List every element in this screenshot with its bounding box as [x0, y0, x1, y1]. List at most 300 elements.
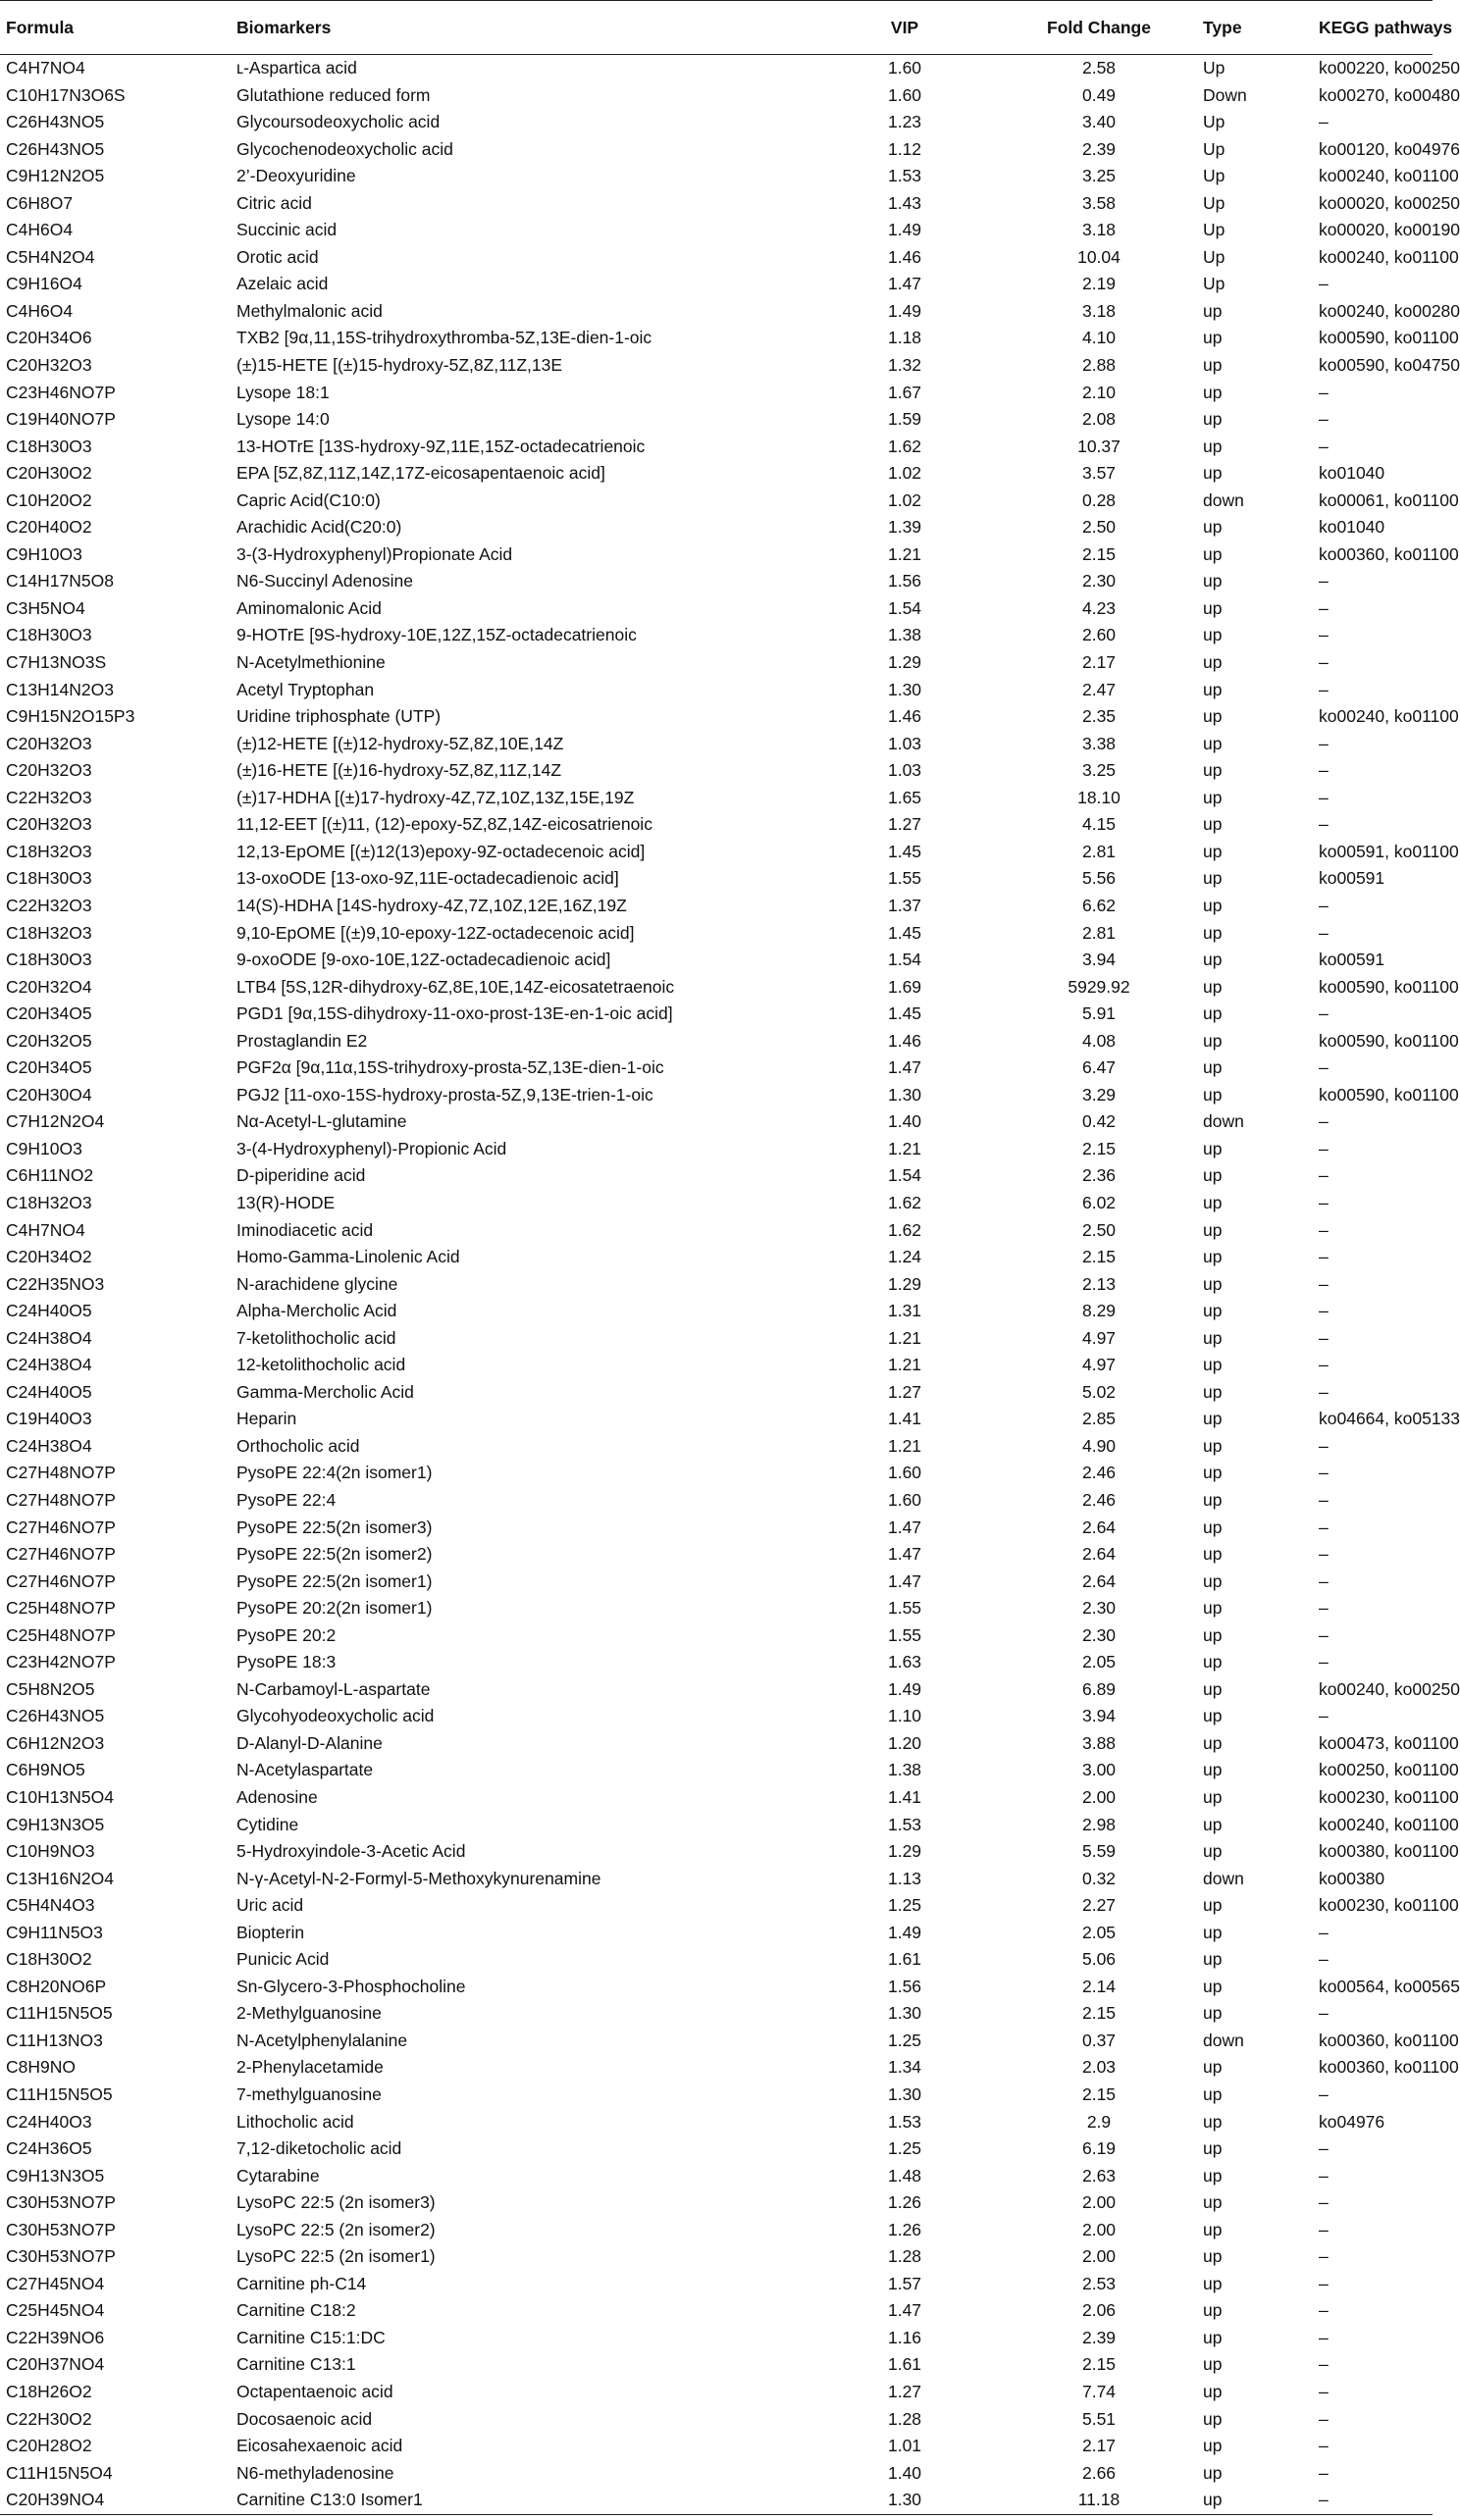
biomarker-cell: LysoPC 22:5 (2n isomer3): [236, 2192, 436, 2213]
kegg-pathways-cell: ko00240, ko01100: [1319, 246, 1459, 267]
vip-cell: 1.46: [887, 246, 922, 267]
biomarker-cell: N6-methyladenosine: [236, 2462, 394, 2483]
table-row: [0, 677, 1433, 704]
formula-cell: C9H12N2O5: [6, 166, 105, 186]
biomarker-cell: 5-Hydroxyindole-3-Acetic Acid: [236, 1841, 466, 1862]
fold-change-cell: 2.13: [1081, 1273, 1117, 1294]
table-row: [0, 1569, 1433, 1596]
biomarker-cell: Eicosahexaenoic acid: [236, 2436, 403, 2456]
fold-change-cell: 2.06: [1081, 2300, 1117, 2321]
fold-change-cell: 2.00: [1081, 1787, 1117, 1807]
fold-change-cell: 2.27: [1081, 1895, 1117, 1916]
kegg-pathways-cell: ko00230, ko01100: [1319, 1787, 1459, 1807]
kegg-pathways-cell: –: [1319, 571, 1329, 591]
vip-cell: 1.21: [887, 1138, 922, 1158]
header-type: Type: [1166, 1, 1319, 55]
kegg-pathways-cell: ko00591, ko01100: [1319, 841, 1459, 861]
fold-change-cell: 3.94: [1081, 950, 1117, 970]
kegg-pathways-cell: –: [1319, 1435, 1329, 1456]
formula-cell: C8H9NO: [6, 2057, 76, 2078]
type-cell: up: [1203, 1624, 1223, 1645]
type-cell: up: [1203, 2165, 1223, 2186]
formula-cell: C18H30O2: [6, 1949, 92, 1970]
fold-change-cell: 6.19: [1081, 2138, 1117, 2159]
kegg-pathways-cell: ko00120, ko04976: [1319, 138, 1460, 159]
type-cell: up: [1203, 1219, 1223, 1240]
table-row: [0, 1838, 1433, 1866]
fold-change-cell: 18.10: [1077, 787, 1121, 807]
type-cell: up: [1203, 1003, 1223, 1024]
formula-cell: C9H13N3O5: [6, 2165, 105, 2186]
table-row: [0, 325, 1433, 352]
table-row: [0, 1622, 1433, 1650]
table-row: [0, 1244, 1433, 1271]
vip-cell: 1.32: [887, 355, 922, 376]
vip-cell: 1.47: [887, 1544, 922, 1565]
formula-cell: C20H30O4: [6, 1084, 92, 1105]
type-cell: up: [1203, 1598, 1223, 1619]
formula-cell: C30H53NO7P: [6, 2192, 116, 2213]
biomarker-cell: PysoPE 20:2(2n isomer1): [236, 1598, 433, 1619]
kegg-pathways-cell: –: [1319, 2327, 1329, 2347]
fold-change-cell: 2.50: [1081, 1219, 1117, 1240]
fold-change-cell: 0.37: [1081, 2030, 1117, 2050]
biomarker-cell: Glycohyodeoxycholic acid: [236, 1706, 435, 1726]
kegg-pathways-cell: –: [1319, 1273, 1329, 1294]
fold-change-cell: 2.50: [1081, 517, 1117, 538]
vip-cell: 1.21: [887, 1327, 922, 1348]
vip-cell: 1.46: [887, 706, 922, 727]
biomarker-cell: Uridine triphosphate (UTP): [236, 706, 442, 727]
vip-cell: 1.12: [887, 138, 922, 159]
type-cell: up: [1203, 355, 1223, 376]
fold-change-cell: 11.18: [1032, 2487, 1166, 2514]
table-row: [0, 271, 1433, 298]
vip-cell: 1.26: [887, 2192, 922, 2213]
table-row: [0, 893, 1433, 920]
kegg-pathways-cell: –: [1319, 274, 1329, 294]
table-row: [0, 1082, 1433, 1109]
kegg-pathways-cell: –: [1319, 760, 1329, 781]
kegg-pathways-cell: –: [1319, 1489, 1329, 1510]
kegg-pathways-cell: ko00061, ko01100: [1319, 489, 1459, 510]
formula-cell: C18H32O3: [6, 922, 92, 943]
vip-cell: 1.24: [887, 1247, 922, 1267]
table-row: [0, 1892, 1433, 1920]
formula-cell: C30H53NO7P: [6, 2219, 116, 2239]
kegg-pathways-cell: ko00270, ko00480: [1319, 84, 1460, 105]
table-row: [0, 217, 1433, 244]
vip-cell: 1.23: [887, 112, 922, 132]
biomarker-cell: 9,10-EpOME [(±)9,10-epoxy-12Z-octadecenoic acid]: [236, 922, 635, 943]
biomarker-cell: PysoPE 22:5(2n isomer2): [236, 1544, 433, 1565]
type-cell: up: [1203, 706, 1223, 727]
biomarker-cell: PysoPE 20:2: [236, 1624, 337, 1645]
kegg-pathways-cell: –: [1319, 1057, 1329, 1078]
kegg-pathways-cell: ko00240, ko01100: [1319, 1814, 1459, 1834]
vip-cell: 1.38: [887, 1760, 922, 1780]
type-cell: up: [1203, 1057, 1223, 1078]
biomarker-cell: Docosaenoic acid: [236, 2408, 373, 2429]
fold-change-cell: 3.88: [1081, 1732, 1117, 1753]
type-cell: up: [1203, 1976, 1223, 1996]
vip-cell: 1.49: [887, 300, 922, 321]
biomarker-cell: Sn-Glycero-3-Phosphocholine: [236, 1976, 466, 1996]
formula-cell: C18H26O2: [6, 2382, 92, 2402]
table-row: [0, 1054, 1433, 1082]
fold-change-cell: 4.10: [1081, 328, 1117, 348]
type-cell: up: [1203, 2246, 1223, 2267]
biomarker-cell: 3-(3-Hydroxyphenyl)Propionate Acid: [236, 543, 513, 564]
type-cell: Up: [1203, 112, 1225, 132]
table-row: [0, 1757, 1433, 1784]
biomarker-cell: 7-methylguanosine: [236, 2084, 382, 2105]
vip-cell: 1.41: [887, 1787, 922, 1807]
table-row: [0, 488, 1433, 515]
fold-change-cell: 4.23: [1081, 597, 1117, 618]
kegg-pathways-cell: –: [1319, 382, 1329, 402]
fold-change-cell: 2.30: [1081, 1624, 1117, 1645]
table-row: [0, 1352, 1433, 1379]
biomarker-cell: Lysope 14:0: [236, 409, 330, 430]
type-cell: up: [1203, 436, 1223, 456]
biomarker-cell: N-Acetylaspartate: [236, 1760, 374, 1780]
formula-cell: C26H43NO5: [6, 138, 105, 159]
fold-change-cell: 3.58: [1081, 192, 1117, 213]
vip-cell: 1.55: [887, 1624, 922, 1645]
biomarker-cell: Gamma-Mercholic Acid: [236, 1381, 414, 1402]
formula-cell: C20H34O5: [6, 1057, 92, 1078]
biomarker-cell: 7,12-diketocholic acid: [236, 2138, 402, 2159]
table-row: [0, 190, 1433, 218]
type-cell: up: [1203, 1409, 1223, 1429]
table-row: [0, 244, 1433, 272]
kegg-pathways-cell: ko00380, ko01100: [1319, 1841, 1459, 1862]
type-cell: up: [1203, 1732, 1223, 1753]
vip-cell: 1.28: [887, 2246, 922, 2267]
formula-cell: C20H37NO4: [6, 2354, 105, 2375]
formula-cell: C4H6O4: [6, 220, 74, 240]
formula-cell: C6H9NO5: [6, 1760, 85, 1780]
biomarker-cell: (±)17-HDHA [(±)17-hydroxy-4Z,7Z,10Z,13Z,15E,19Z: [236, 787, 635, 807]
vip-cell: 1.49: [887, 1922, 922, 1942]
biomarker-cell: LTB4 [5S,12R-dihydroxy-6Z,8E,10E,14Z-eicosatetraenoic: [236, 976, 675, 997]
kegg-pathways-cell: –: [1319, 2354, 1329, 2375]
vip-cell: 1.46: [887, 1030, 922, 1051]
type-cell: up: [1203, 1273, 1223, 1294]
fold-change-cell: 3.18: [1081, 220, 1117, 240]
header-biomarkers: Biomarkers: [236, 1, 807, 55]
type-cell: up: [1203, 1355, 1223, 1375]
fold-change-cell: 2.19: [1081, 274, 1117, 294]
type-cell: up: [1203, 922, 1223, 943]
vip-cell: 1.47: [887, 2300, 922, 2321]
type-cell: up: [1203, 1084, 1223, 1105]
vip-cell: 1.53: [887, 2111, 922, 2132]
kegg-pathways-cell: –: [1319, 2138, 1329, 2159]
type-cell: up: [1203, 382, 1223, 402]
kegg-pathways-cell: –: [1319, 1192, 1329, 1212]
type-cell: up: [1203, 2192, 1223, 2213]
vip-cell: 1.45: [887, 922, 922, 943]
formula-cell: C26H43NO5: [6, 112, 105, 132]
type-cell: up: [1203, 2111, 1223, 2132]
fold-change-cell: 2.00: [1081, 2192, 1117, 2213]
table-row: [0, 2406, 1433, 2434]
type-cell: up: [1203, 787, 1223, 807]
biomarker-cell: Carnitine C13:0 Isomer1: [236, 2487, 807, 2514]
biomarker-cell: EPA [5Z,8Z,11Z,14Z,17Z-eicosapentaenoic acid]: [236, 463, 605, 484]
table-row: [0, 785, 1433, 812]
formula-cell: C20H32O5: [6, 1030, 92, 1051]
biomarker-cell: (±)15-HETE [(±)15-hydroxy-5Z,8Z,11Z,13E: [236, 355, 563, 376]
fold-change-cell: 2.15: [1081, 2003, 1117, 2024]
biomarker-cell: N-Acetylmethionine: [236, 652, 386, 673]
header-vip: VIP: [807, 1, 1032, 55]
biomarker-cell: 11,12-EET [(±)11, (12)-epoxy-5Z,8Z,14Z-eicosatrienoic: [236, 814, 652, 835]
formula-cell: C26H43NO5: [6, 1706, 105, 1726]
formula-cell: C23H46NO7P: [6, 382, 116, 402]
fold-change-cell: 5.91: [1081, 1003, 1117, 1024]
type-cell: Up: [1203, 138, 1225, 159]
table-row: [0, 1649, 1433, 1676]
type-cell: up: [1203, 1760, 1223, 1780]
fold-change-cell: 3.94: [1081, 1706, 1117, 1726]
formula-cell: C6H11NO2: [6, 1165, 94, 1186]
type-cell: up: [1203, 1435, 1223, 1456]
kegg-pathways-cell: –: [1319, 2300, 1329, 2321]
biomarker-cell: Prostaglandin E2: [236, 1030, 368, 1051]
table-row: [0, 1866, 1433, 1893]
type-cell: up: [1203, 2300, 1223, 2321]
biomarker-cell: 13-oxoODE [13-oxo-9Z,11E-octadecadienoic acid]: [236, 868, 619, 889]
kegg-pathways-cell: ko01040: [1319, 517, 1385, 538]
kegg-pathways-cell: –: [1319, 1922, 1329, 1942]
formula-cell: C18H30O3: [6, 625, 92, 645]
table-row: [0, 109, 1433, 136]
table-row: [0, 974, 1433, 1002]
biomarker-cell: 12,13-EpOME [(±)12(13)epoxy-9Z-octadecenoic acid]: [236, 841, 646, 861]
biomarker-cell: Aminomalonic Acid: [236, 597, 382, 618]
formula-cell: C7H12N2O4: [6, 1111, 105, 1132]
fold-change-cell: 4.90: [1081, 1435, 1117, 1456]
table-row: [0, 1162, 1433, 1190]
header-fold-change: Fold Change: [1032, 1, 1166, 55]
fold-change-cell: 0.42: [1081, 1111, 1117, 1132]
type-cell: Up: [1203, 274, 1225, 294]
fold-change-cell: 6.62: [1081, 895, 1117, 915]
fold-change-cell: 2.08: [1081, 409, 1117, 430]
kegg-pathways-cell: –: [1319, 895, 1329, 915]
formula-cell: C24H38O4: [6, 1355, 92, 1375]
table-row: [0, 622, 1433, 649]
kegg-pathways-cell: –: [1319, 112, 1329, 132]
vip-cell: 1.37: [887, 895, 922, 915]
biomarker-cell: Biopterin: [236, 1922, 305, 1942]
type-cell: up: [1203, 2273, 1223, 2293]
kegg-pathways-cell: –: [1319, 1652, 1329, 1672]
formula-cell: C3H5NO4: [6, 597, 85, 618]
biomarker-cell: Cytidine: [236, 1814, 299, 1834]
biomarker-cell: PysoPE 22:5(2n isomer3): [236, 1517, 433, 1537]
type-cell: up: [1203, 1165, 1223, 1186]
table-row: [0, 1703, 1433, 1730]
vip-cell: 1.38: [887, 625, 922, 645]
formula-cell: C27H45NO4: [6, 2273, 105, 2293]
kegg-pathways-cell: –: [1319, 2436, 1329, 2456]
type-cell: up: [1203, 2327, 1223, 2347]
kegg-pathways-cell: –: [1319, 733, 1329, 753]
table-row: [0, 1108, 1433, 1136]
biomarker-cell: Lysope 18:1: [236, 382, 330, 402]
kegg-pathways-cell: ko00220, ko00250: [1319, 58, 1460, 77]
vip-cell: 1.27: [887, 1381, 922, 1402]
table-row: [0, 1190, 1433, 1217]
table-row: [0, 2325, 1433, 2352]
biomarker-cell: Carnitine C13:1: [236, 2354, 356, 2375]
formula-cell: C23H42NO7P: [6, 1652, 116, 1672]
formula-cell: C20H32O3: [6, 760, 92, 781]
table-row: [0, 2433, 1433, 2460]
biomarker-cell: 3-(4-Hydroxyphenyl)-Propionic Acid: [236, 1138, 507, 1158]
fold-change-cell: 2.30: [1081, 571, 1117, 591]
fold-change-cell: 6.89: [1081, 1678, 1117, 1699]
biomarker-cell: Arachidic Acid(C20:0): [236, 517, 402, 538]
type-cell: up: [1203, 1922, 1223, 1942]
table-row: [0, 2109, 1433, 2136]
kegg-pathways-cell: –: [1319, 1624, 1329, 1645]
type-cell: Down: [1203, 84, 1247, 105]
formula-cell: C24H40O3: [6, 2111, 92, 2132]
type-cell: up: [1203, 1138, 1223, 1158]
vip-cell: 1.29: [887, 1273, 922, 1294]
table-row: [0, 55, 1433, 82]
table-row: [0, 2054, 1433, 2082]
kegg-pathways-cell: –: [1319, 1247, 1329, 1267]
fold-change-cell: 4.08: [1081, 1030, 1117, 1051]
vip-cell: 1.25: [887, 1895, 922, 1916]
biomarker-cell: 9-HOTrE [9S-hydroxy-10E,12Z,15Z-octadecatrienoic: [236, 625, 637, 645]
kegg-pathways-cell: –: [1319, 2273, 1329, 2293]
formula-cell: C22H32O3: [6, 895, 92, 915]
formula-cell: C13H14N2O3: [6, 679, 114, 699]
kegg-pathways-cell: –: [1319, 2408, 1329, 2429]
vip-cell: 1.69: [887, 976, 922, 997]
table-row: [0, 649, 1433, 677]
vip-cell: 1.61: [887, 2354, 922, 2375]
vip-cell: 1.01: [887, 2436, 922, 2456]
kegg-pathways-cell: ko00590, ko01100: [1319, 328, 1459, 348]
fold-change-cell: 2.15: [1081, 1138, 1117, 1158]
fold-change-cell: 8.29: [1081, 1301, 1117, 1321]
kegg-pathways-cell: ko00240, ko00280: [1319, 300, 1460, 321]
fold-change-cell: 3.18: [1081, 300, 1117, 321]
type-cell: up: [1203, 950, 1223, 970]
table-row: [0, 1379, 1433, 1407]
type-cell: up: [1203, 543, 1223, 564]
biomarker-cell: Heparin: [236, 1409, 297, 1429]
fold-change-cell: 10.37: [1077, 436, 1121, 456]
fold-change-cell: 0.28: [1081, 489, 1117, 510]
fold-change-cell: 5.02: [1081, 1381, 1117, 1402]
table-row: [0, 731, 1433, 758]
biomarker-cell: 2’-Deoxyuridine: [236, 166, 356, 186]
formula-cell: C20H34O6: [6, 328, 92, 348]
fold-change-cell: 2.15: [1081, 1247, 1117, 1267]
fold-change-cell: 2.64: [1081, 1544, 1117, 1565]
formula-cell: C11H15N5O5: [6, 2084, 113, 2105]
vip-cell: 1.54: [887, 950, 922, 970]
fold-change-cell: 2.00: [1081, 2219, 1117, 2239]
kegg-pathways-cell: –: [1319, 1517, 1329, 1537]
vip-cell: 1.27: [887, 814, 922, 835]
formula-cell: C27H46NO7P: [6, 1517, 116, 1537]
fold-change-cell: 4.15: [1081, 814, 1117, 835]
vip-cell: 1.47: [887, 1570, 922, 1591]
kegg-pathways-cell: –: [1319, 1544, 1329, 1565]
vip-cell: 1.45: [887, 1003, 922, 1024]
biomarker-cell: PysoPE 22:4(2n isomer1): [236, 1463, 433, 1483]
biomarker-cell: Lithocholic acid: [236, 2111, 354, 2132]
formula-cell: C5H4N2O4: [6, 246, 95, 267]
fold-change-cell: 5.59: [1081, 1841, 1117, 1862]
table-row: [0, 568, 1433, 595]
kegg-pathways-cell: –: [1319, 1598, 1329, 1619]
biomarker-cell: Homo-Gamma-Linolenic Acid: [236, 1247, 460, 1267]
type-cell: up: [1203, 1489, 1223, 1510]
kegg-pathways-cell: –: [1319, 1706, 1329, 1726]
table-row: [0, 2487, 1433, 2514]
vip-cell: 1.41: [887, 1409, 922, 1429]
type-cell: up: [1203, 1678, 1223, 1699]
type-cell: down: [1203, 489, 1244, 510]
biomarker-cell: Glycoursodeoxycholic acid: [236, 112, 441, 132]
formula-cell: C24H36O5: [6, 2138, 92, 2159]
formula-cell: C6H12N2O3: [6, 1732, 105, 1753]
fold-change-cell: 2.10: [1081, 382, 1117, 402]
table-row: [0, 2297, 1433, 2325]
biomarker-cell: N-Carbamoyl-L-aspartate: [236, 1678, 431, 1699]
formula-cell: C25H48NO7P: [6, 1598, 116, 1619]
vip-cell: 1.45: [887, 841, 922, 861]
type-cell: up: [1203, 2408, 1223, 2429]
table-row: [0, 920, 1433, 948]
table-row: [0, 1406, 1433, 1433]
kegg-pathways-cell: ko00360, ko01100: [1319, 2030, 1459, 2050]
vip-cell: 1.62: [887, 436, 922, 456]
vip-cell: 1.61: [887, 1949, 922, 1970]
fold-change-cell: 2.63: [1081, 2165, 1117, 2186]
vip-cell: 1.40: [887, 1111, 922, 1132]
type-cell: down: [1203, 1868, 1244, 1888]
fold-change-cell: 3.29: [1081, 1084, 1117, 1105]
kegg-pathways-cell: –: [1319, 2487, 1433, 2514]
type-cell: down: [1203, 2030, 1244, 2050]
biomarker-cell: PysoPE 22:5(2n isomer1): [236, 1570, 433, 1591]
vip-cell: 1.47: [887, 274, 922, 294]
type-cell: up: [1203, 1544, 1223, 1565]
vip-cell: 1.43: [887, 192, 922, 213]
vip-cell: 1.62: [887, 1219, 922, 1240]
type-cell: up: [1203, 895, 1223, 915]
table-row: [0, 811, 1433, 839]
type-cell: up: [1203, 625, 1223, 645]
type-cell: up: [1203, 2219, 1223, 2239]
formula-cell: C20H34O5: [6, 1003, 92, 1024]
table-row: [0, 1298, 1433, 1325]
biomarker-cell: Acetyl Tryptophan: [236, 679, 375, 699]
kegg-pathways-cell: –: [1319, 1381, 1329, 1402]
